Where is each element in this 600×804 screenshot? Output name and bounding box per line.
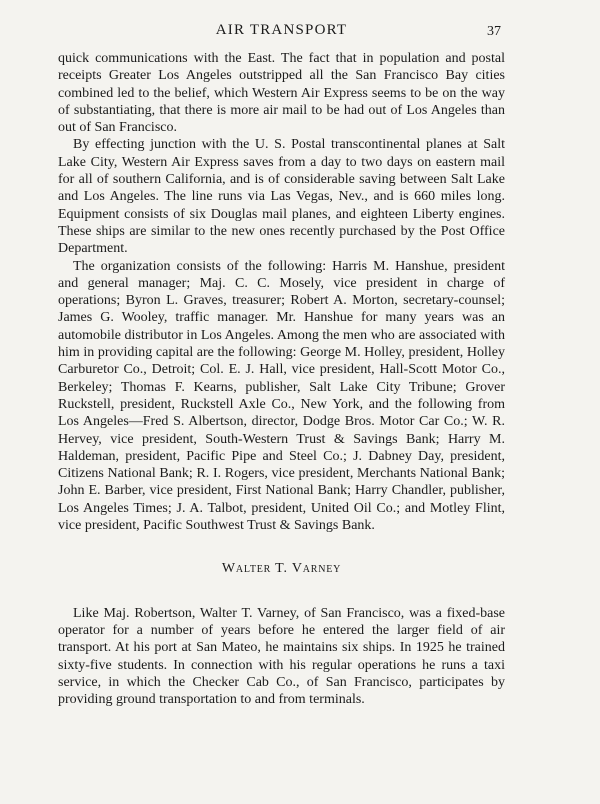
paragraph-organization: The organization consists of the following: Harris M. Hanshue, president and general manager; Maj. C. C. Mosely, vice president in charge of operations; Byron L. Graves, treasurer; Robert A. Morton, secretary-counsel; James G. Wooley, traffic manager. Mr. Hanshue for many years was an automobile distributor in Los Angeles. Among the men who are associated with him in providing capital are the following: George M. Holley, president, Holley Carburetor Co., Detroit; Col. E. J. Hall, vice president, Hall-Scott Motor Co., Berkeley; Thomas F. Kearns, publisher, Salt Lake City Tribune; Grover Ruckstell, president, Ruckstell Axle Co., New York, and the following from Los Angeles—Fred S. Albertson, director, Dodge Bros. Motor Car Co.; W. R. Hervey, vice president, South-Western Trust & Savings Bank; Harry M. Haldeman, president, Pacific Pipe and Steel Co.; J. Dabney Day, president, Citizens National Bank; R. I. Rogers, vice president, Merchants National Bank; John E. Barber, vice president, First National Bank; Harry Chandler, publisher, Los Angeles Times; J. A. Talbot, president, United Oil Co.; and Motley Flint, vice president, Pacific Southwest Trust & Savings Bank. — [58, 258, 505, 534]
page-header — [58, 20, 505, 50]
page-body — [58, 50, 505, 708]
paragraph-continuation: quick communications with the East. The fact that in population and postal receipts Greater Los Angeles outstripped all the San Francisco Bay cities combined led to the belief, which Western Air Express seems to be on the way of substantiating, that there is more air mail to be had out of Los Angeles than out of San Francisco. — [58, 51, 505, 136]
running-title: AIR TRANSPORT — [215, 22, 348, 38]
page-number: 37 — [487, 24, 501, 39]
paragraph-postal-connection: By effecting junction with the U. S. Postal transcontinental planes at Salt Lake City, Western Air Express saves from a day to two days on eastern mail for all of southern California, and is of considerable saving between Salt Lake and Los Angeles. The line runs via Las Vegas, Nev., and is 660 miles long. Equipment consists of six Douglas mail planes, and eighteen Liberty engines. These ships are similar to the new ones recently purchased by the Post Office Department. — [58, 137, 505, 257]
section-title: Walter T. Varney — [221, 561, 342, 577]
paragraph-varney: Like Maj. Robertson, Walter T. Varney, of San Francisco, was a fixed-base operator for a number of years before he entered the larger field of air transport. At his port at San Mateo, he maintains six ships. In 1925 he trained sixty-five students. In connection with his regular operations he runs a taxi service, in which the Checker Cab Co., of San Francisco, participates by providing ground transportation to and from terminals. — [58, 605, 505, 708]
